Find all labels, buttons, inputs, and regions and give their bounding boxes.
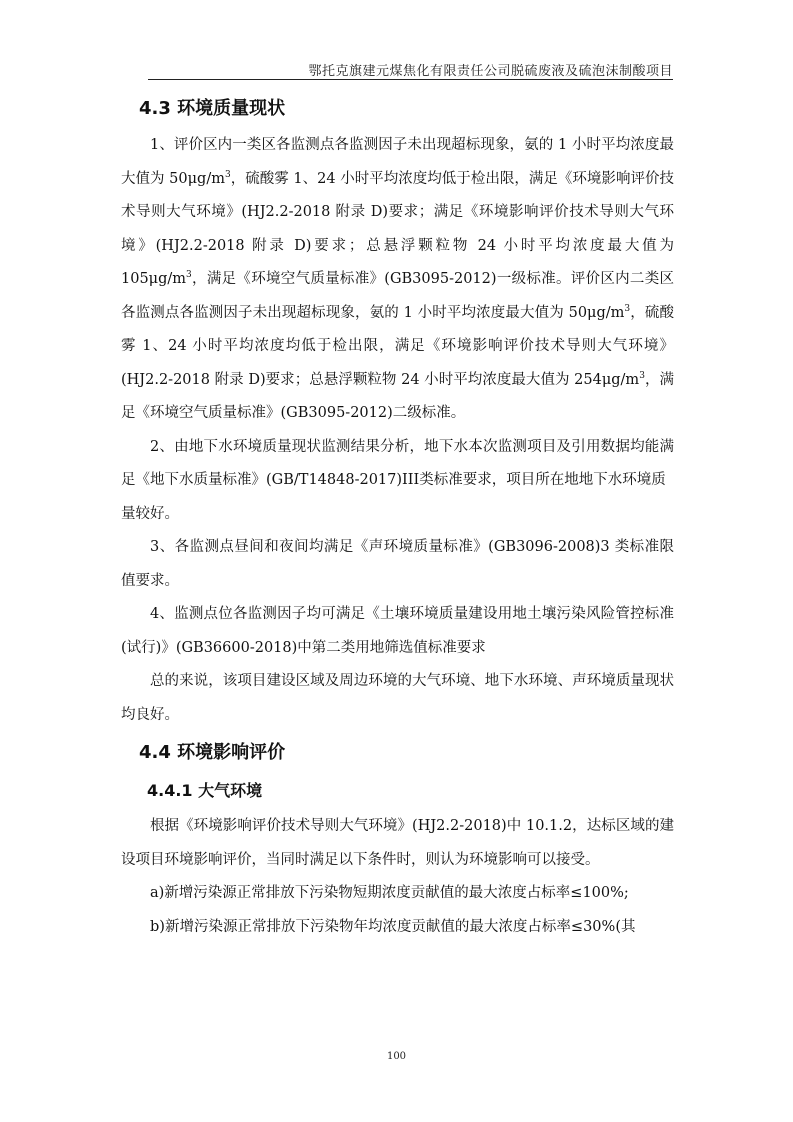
paragraph-air-quality: 1、评价区内一类区各监测点各监测因子未出现超标现象，氨的 1 小时平均浓度最大值为 $50\mu g/m^3$，硫酸雾 1、24 小时平均浓度均低于检出限，满足《环境影响评价技术导则大气环境》(HJ2.2-2018 附录 D)要求；满足《环境影响评价技术导则大气环境》(HJ2.2-2018 附录 D)要求；总悬浮颗粒物 24 小时平均浓度最大值为 $105\mu g/m^3$，满足《环境空气质量标准》(GB3095-2012)一级标准。评价区内二类区各监测点各监测因子未出现超标现象，氨的 1 小时平均浓度最大值为 $50\mu g/m^3$，硫酸雾 1、24 小时平均浓度均低于检出限，满足《环境影响评价技术导则大气环境》(HJ2.2-2018 附录 D)要求；总悬浮颗粒物 24 小时平均浓度最大值为 $254\mu g/m^3$，满足《环境空气质量标准》(GB3095-2012)二级标准。 [121,137,675,421]
paragraph-groundwater: 2、由地下水环境质量现状监测结果分析，地下水本次监测项目及引用数据均能满足《地下水质量标准》(GB/T14848-2017)III类标准要求，项目所在地地下水环境质 [121,438,674,488]
page-content [121,94,674,944]
subsection-heading-4-4-1: 4.4.1 大气环境 [147,781,263,800]
paragraph-soil: 4、监测点位各监测因子均可满足《土壤环境质量建设用地土壤污染风险管控标准(试行)》(GB36600-2018)中第二类用地筛选值标准要求 [121,606,674,656]
page-header: 鄂托克旗建元煤焦化有限责任公司脱硫废液及硫泡沫制酸项目 [308,64,673,79]
header-rule [148,79,673,80]
paragraph-condition-b: b)新增污染源正常排放下污染物年均浓度贡献值的最大浓度占标率≤30%(其 [150,918,636,935]
page-number: 100 [386,1051,407,1062]
paragraph-groundwater-cont: 量较好。 [121,505,179,522]
paragraph-air-impact: 根据《环境影响评价技术导则大气环境》(HJ2.2-2018)中 10.1.2，达标区域的建设项目环境影响评价，当同时满足以下条件时，则认为环境影响可以接受。 [121,818,674,868]
paragraph-condition-a: a)新增污染源正常排放下污染物短期浓度贡献值的最大浓度占标率≤100%; [150,885,629,901]
paragraph-summary: 总的来说，该项目建设区域及周边环境的大气环境、地下水环境、声环境质量现状均良好。 [121,673,674,723]
section-heading-4-4: 4.4 环境影响评价 [139,742,286,763]
section-heading-4-3: 4.3 环境质量现状 [139,98,286,119]
paragraph-noise: 3、各监测点昼间和夜间均满足《声环境质量标准》(GB3096-2008)3 类标准限值要求。 [121,539,674,589]
